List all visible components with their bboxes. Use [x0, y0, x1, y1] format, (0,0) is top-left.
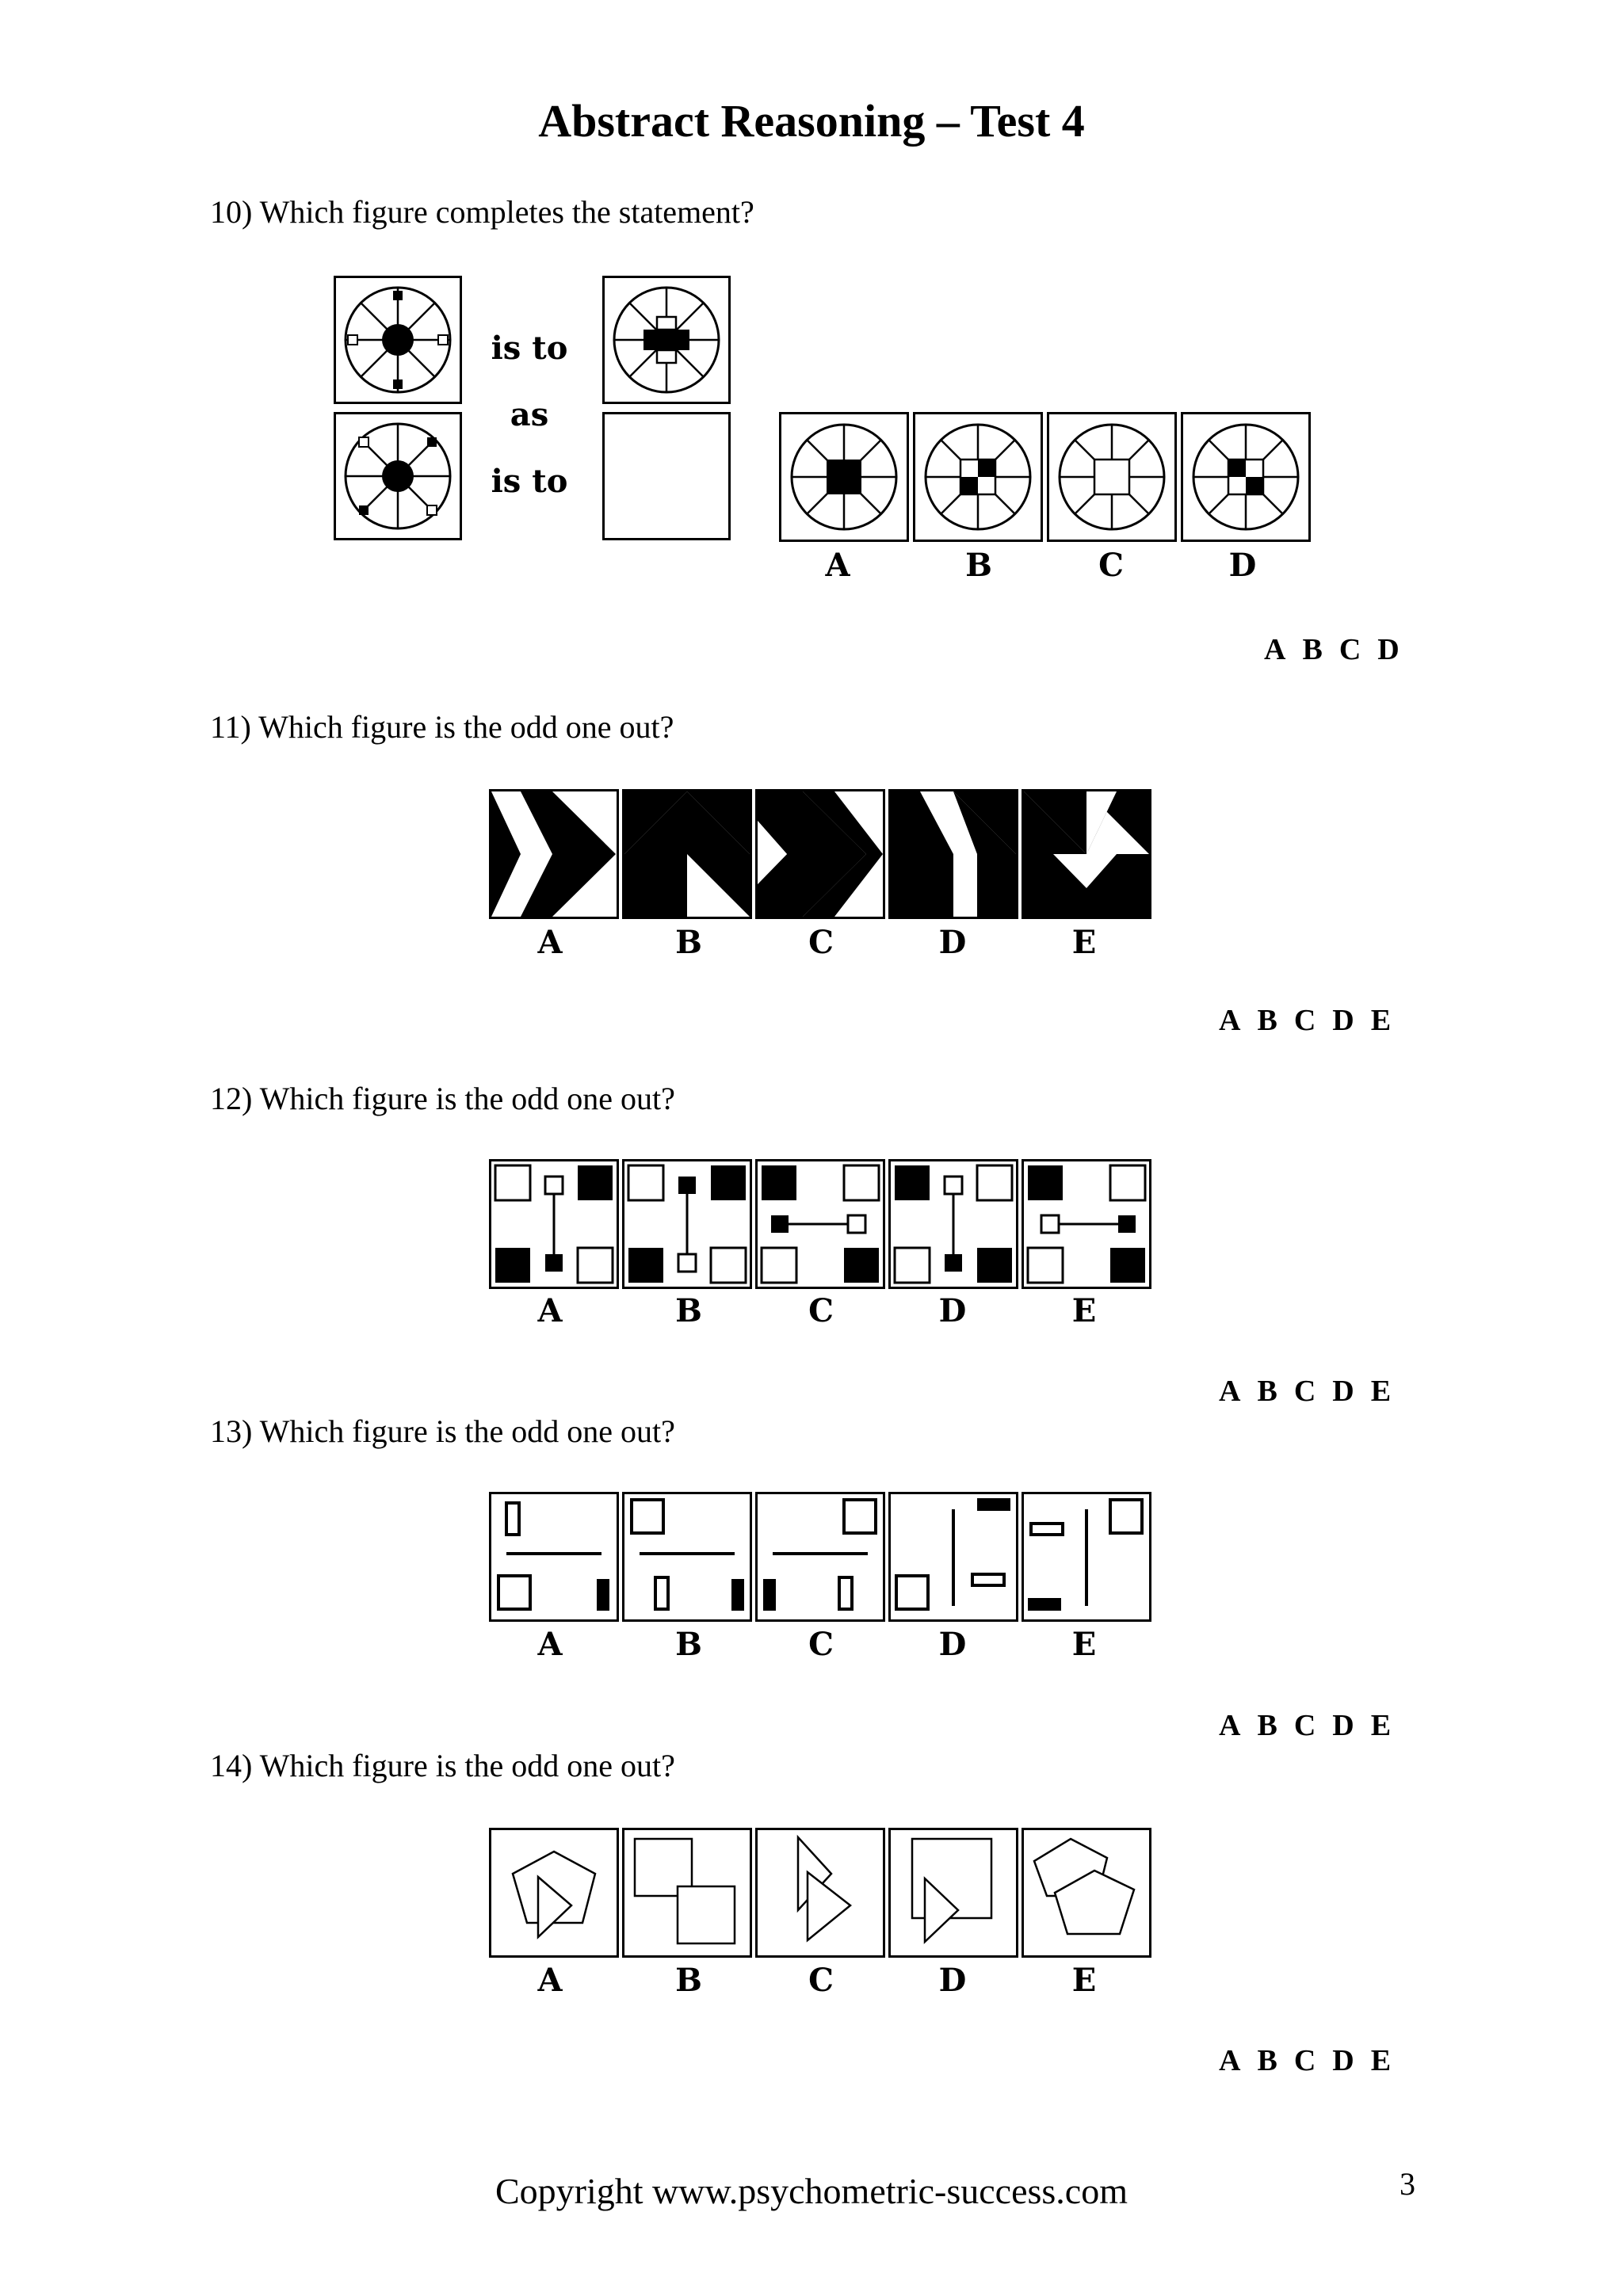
q10-word-as: as: [510, 396, 549, 433]
q13-label-c: C: [808, 1626, 834, 1663]
q13-option-e[interactable]: [1022, 1492, 1151, 1622]
q10-label-a: A: [825, 547, 850, 584]
q11-option-b[interactable]: [622, 789, 752, 919]
q13-option-b[interactable]: [622, 1492, 752, 1622]
q14-label-d: D: [938, 1962, 967, 1999]
q13-choice-e[interactable]: E: [1370, 1709, 1392, 1742]
q10-label-c: C: [1098, 547, 1124, 584]
q14-option-b[interactable]: [622, 1828, 752, 1958]
q11-label-a: A: [537, 924, 563, 961]
q10-figure-top-right: [602, 276, 731, 404]
question-10-prompt: 10) Which figure completes the statement?: [210, 194, 754, 230]
q11-option-d[interactable]: [888, 789, 1018, 919]
q12-choice-d[interactable]: D: [1332, 1375, 1354, 1408]
q12-choice-e[interactable]: E: [1370, 1375, 1392, 1408]
q14-choice-d[interactable]: D: [1332, 2044, 1354, 2077]
q13-label-b: B: [675, 1626, 702, 1663]
q10-label-d: D: [1228, 547, 1257, 584]
footer-copyright: Copyright www.psychometric-success.com: [495, 2171, 1128, 2211]
q10-option-a[interactable]: [779, 412, 909, 542]
q10-figure-top-left: [334, 276, 462, 404]
q14-option-a[interactable]: [489, 1828, 619, 1958]
q13-answer-choices: [1219, 1707, 1391, 1744]
q12-option-c[interactable]: [755, 1159, 885, 1289]
question-11-prompt: 11) Which figure is the odd one out?: [210, 709, 674, 745]
q13-label-a: A: [537, 1626, 563, 1663]
q10-word-is-to-2: is to: [491, 463, 568, 500]
q10-word-is-to-1: is to: [491, 330, 568, 367]
q11-choice-e[interactable]: E: [1370, 1004, 1392, 1037]
q12-option-d[interactable]: [888, 1159, 1018, 1289]
q11-label-c: C: [808, 924, 834, 961]
q14-option-d[interactable]: [888, 1828, 1018, 1958]
q14-choice-c[interactable]: C: [1293, 2044, 1316, 2077]
q14-choice-e[interactable]: E: [1370, 2044, 1392, 2077]
q13-label-d: D: [938, 1626, 967, 1663]
q11-option-e[interactable]: [1022, 789, 1151, 919]
question-14-prompt: 14) Which figure is the odd one out?: [210, 1748, 675, 1783]
q13-option-a[interactable]: [489, 1492, 619, 1622]
page-title: Abstract Reasoning – Test 4: [538, 95, 1085, 147]
q10-choice-c[interactable]: C: [1338, 633, 1361, 666]
q14-label-c: C: [808, 1962, 834, 1999]
q11-choice-b[interactable]: B: [1257, 1004, 1277, 1037]
question-12-prompt: 12) Which figure is the odd one out?: [210, 1081, 675, 1116]
q13-option-d[interactable]: [888, 1492, 1018, 1622]
q11-choice-c[interactable]: C: [1293, 1004, 1316, 1037]
q11-option-c[interactable]: [755, 789, 885, 919]
q12-choice-c[interactable]: C: [1293, 1375, 1316, 1408]
q12-choice-b[interactable]: B: [1257, 1375, 1277, 1408]
q12-label-c: C: [808, 1292, 834, 1329]
q10-option-d[interactable]: [1181, 412, 1311, 542]
q14-choice-b[interactable]: B: [1257, 2044, 1277, 2077]
question-13-prompt: 13) Which figure is the odd one out?: [210, 1413, 675, 1449]
q12-option-e[interactable]: [1022, 1159, 1151, 1289]
q12-label-e: E: [1071, 1292, 1097, 1329]
q11-answer-choices: [1219, 1002, 1391, 1039]
q10-figure-bottom-left: [334, 412, 462, 540]
q11-choice-a[interactable]: A: [1219, 1004, 1241, 1037]
q10-choice-d[interactable]: D: [1377, 633, 1400, 666]
q13-choice-c[interactable]: C: [1293, 1709, 1316, 1742]
q14-label-b: B: [675, 1962, 702, 1999]
page-number: 3: [1400, 2166, 1415, 2202]
q10-option-c[interactable]: [1047, 412, 1177, 542]
q10-choice-b[interactable]: B: [1302, 633, 1323, 666]
q11-label-d: D: [938, 924, 967, 961]
q13-choice-b[interactable]: B: [1257, 1709, 1277, 1742]
q14-option-e[interactable]: [1022, 1828, 1151, 1958]
q11-label-b: B: [675, 924, 702, 961]
q12-label-d: D: [938, 1292, 967, 1329]
q11-label-e: E: [1071, 924, 1097, 961]
q12-choice-a[interactable]: A: [1219, 1375, 1241, 1408]
q10-label-b: B: [965, 547, 992, 584]
q13-choice-a[interactable]: A: [1219, 1709, 1241, 1742]
q10-option-b[interactable]: [913, 412, 1043, 542]
q14-answer-choices: [1219, 2042, 1391, 2079]
q12-option-a[interactable]: [489, 1159, 619, 1289]
q12-answer-choices: [1219, 1373, 1391, 1409]
q13-label-e: E: [1071, 1626, 1097, 1663]
q14-option-c[interactable]: [755, 1828, 885, 1958]
q13-choice-d[interactable]: D: [1332, 1709, 1354, 1742]
q12-label-b: B: [675, 1292, 702, 1329]
q10-answer-choices: [1264, 631, 1400, 668]
q12-label-a: A: [537, 1292, 563, 1329]
q14-label-e: E: [1071, 1962, 1097, 1999]
q12-option-b[interactable]: [622, 1159, 752, 1289]
q11-choice-d[interactable]: D: [1332, 1004, 1354, 1037]
q13-option-c[interactable]: [755, 1492, 885, 1622]
q11-option-a[interactable]: [489, 789, 619, 919]
q14-choice-a[interactable]: A: [1219, 2044, 1241, 2077]
q10-choice-a[interactable]: A: [1264, 633, 1286, 666]
q14-label-a: A: [537, 1962, 563, 1999]
q10-figure-blank: [602, 412, 731, 540]
